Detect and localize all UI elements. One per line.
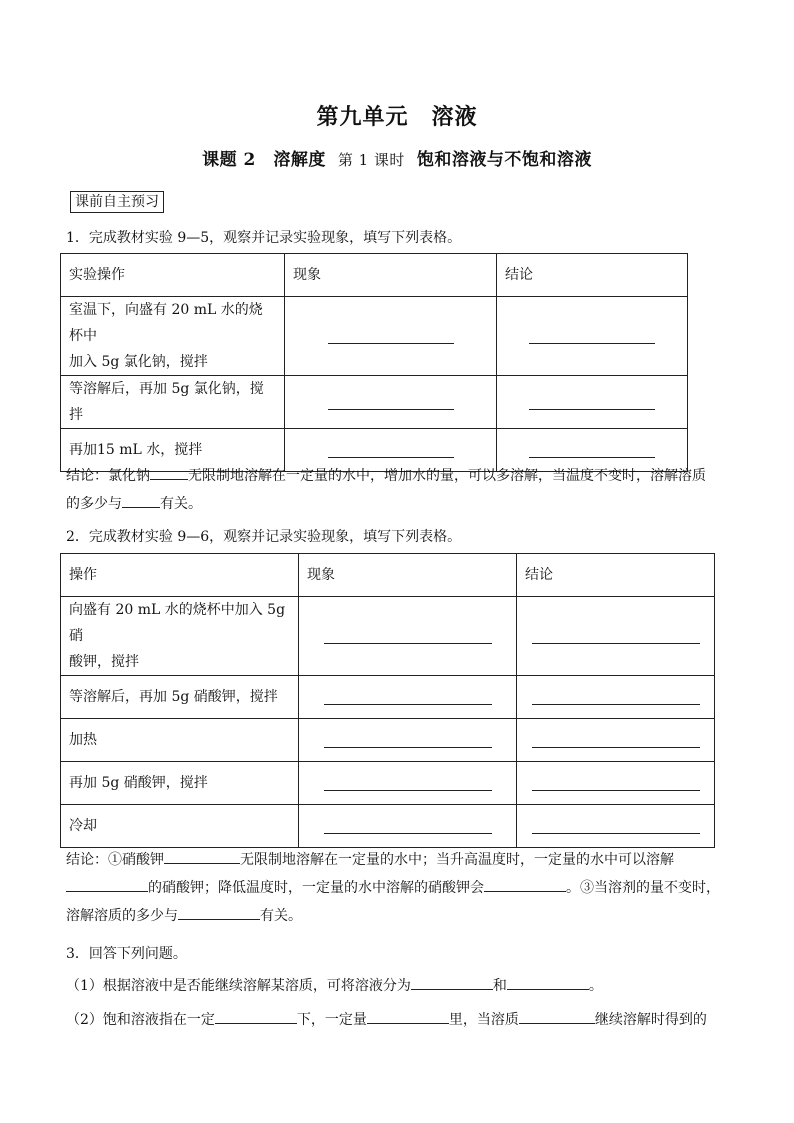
conclusion-text: 无限制地溶解在一定量的水中；当升高温度时，一定量的水中可以溶解 [240,852,674,868]
answer-blank[interactable] [484,879,566,892]
q3-prompt: 3．回答下列问题。 [66,946,187,962]
answer-blank[interactable] [215,1011,297,1024]
lesson-period: 第 1 课时 [337,151,405,169]
lesson-subtitle [0,145,794,170]
answer-blank[interactable] [285,297,497,376]
answer-blank[interactable] [497,376,688,429]
conclusion-text: 结论：氯化钠 [66,468,150,484]
answer-blank[interactable] [122,495,160,508]
answer-blank[interactable] [517,762,715,805]
conclusion-text: 的硝酸钾；降低温度时，一定量的水中溶解的硝酸钾会 [148,880,484,896]
q3-part1 [66,972,736,1000]
table-cell-operation [61,597,299,676]
question-text: 和 [492,978,507,994]
answer-blank[interactable] [517,597,715,676]
answer-blank[interactable] [164,851,240,864]
question-text: （1）根据溶液中是否能继续溶解某溶质，可将溶液分为 [66,978,411,994]
question-text: 下，一定量 [296,1012,367,1028]
operation-text: 等溶解后，再加 5g 硝酸钾，搅拌 [61,676,299,719]
operation-text: 酸钾，搅拌 [69,654,139,670]
table-row [61,676,715,719]
q1-prompt: 1．完成教材实验 9—5，观察并记录实验现象，填写下列表格。 [66,230,462,246]
answer-blank[interactable] [517,719,715,762]
answer-blank[interactable] [519,1011,595,1024]
q2-conclusion [66,846,726,930]
operation-text: 加入 5g 氯化钠，搅拌 [69,354,208,370]
answer-blank[interactable] [507,977,589,990]
operation-text: 再加 5g 硝酸钾，搅拌 [61,762,299,805]
operation-text: 冷却 [61,805,299,848]
answer-blank[interactable] [299,676,517,719]
answer-blank[interactable] [411,977,493,990]
answer-blank[interactable] [517,676,715,719]
unit-title: 第九单元 溶液 [316,105,478,130]
answer-blank[interactable] [150,467,188,480]
table-row [61,805,715,848]
answer-blank[interactable] [299,719,517,762]
operation-text: 等溶解后，再加 5g 氯化钠，搅拌 [61,376,285,429]
answer-blank[interactable] [66,879,148,892]
table-row [61,297,688,376]
question-text: （2）饱和溶液指在一定 [66,1012,215,1028]
table-row [61,762,715,805]
table-header: 操作 [61,554,299,597]
table-header-row [61,554,715,597]
question-text: 里，当溶质 [448,1012,519,1028]
q1-conclusion [66,462,726,518]
table-header: 结论 [517,554,715,597]
section-label: 课前自主预习 [70,191,164,213]
q2-table [60,553,715,848]
answer-blank[interactable] [299,805,517,848]
answer-blank[interactable] [178,907,260,920]
answer-blank[interactable] [497,297,688,376]
lesson-topic: 饱和溶液与不饱和溶液 [416,150,592,170]
table-row [61,376,688,429]
answer-blank[interactable] [285,376,497,429]
operation-text: 再加15 mL 水，搅拌 [61,429,285,472]
table-cell-operation [61,297,285,376]
question-text: 继续溶解时得到的 [594,1012,707,1028]
answer-blank[interactable] [367,1011,449,1024]
table-header: 现象 [299,554,517,597]
conclusion-text: 溶解溶质的多少与 [66,908,178,924]
conclusion-text: 的多少与 [66,496,122,512]
question-text: 。 [588,978,603,994]
conclusion-text: 。③当溶剂的量不变时， [566,880,720,896]
lesson-name: 课题 2 溶解度 [202,150,326,170]
table-header: 实验操作 [61,254,285,297]
table-header-row [61,254,688,297]
table-row [61,719,715,762]
table-header: 现象 [285,254,497,297]
conclusion-text: 有关。 [160,496,202,512]
operation-text: 加热 [61,719,299,762]
conclusion-text: 有关。 [260,908,302,924]
answer-blank[interactable] [517,805,715,848]
q1-table [60,253,688,472]
q3-part2 [66,1006,746,1034]
conclusion-text: 结论：①硝酸钾 [66,852,164,868]
q2-prompt: 2．完成教材实验 9—6，观察并记录实验现象，填写下列表格。 [66,529,462,545]
operation-text: 室温下，向盛有 20 mL 水的烧杯中 [69,302,263,344]
table-row [61,597,715,676]
answer-blank[interactable] [299,762,517,805]
operation-text: 向盛有 20 mL 水的烧杯中加入 5g 硝 [69,602,286,644]
answer-blank[interactable] [299,597,517,676]
conclusion-text: 无限制地溶解在一定量的水中，增加水的量，可以多溶解，当温度不变时，溶解溶质 [188,468,706,484]
table-header: 结论 [497,254,688,297]
